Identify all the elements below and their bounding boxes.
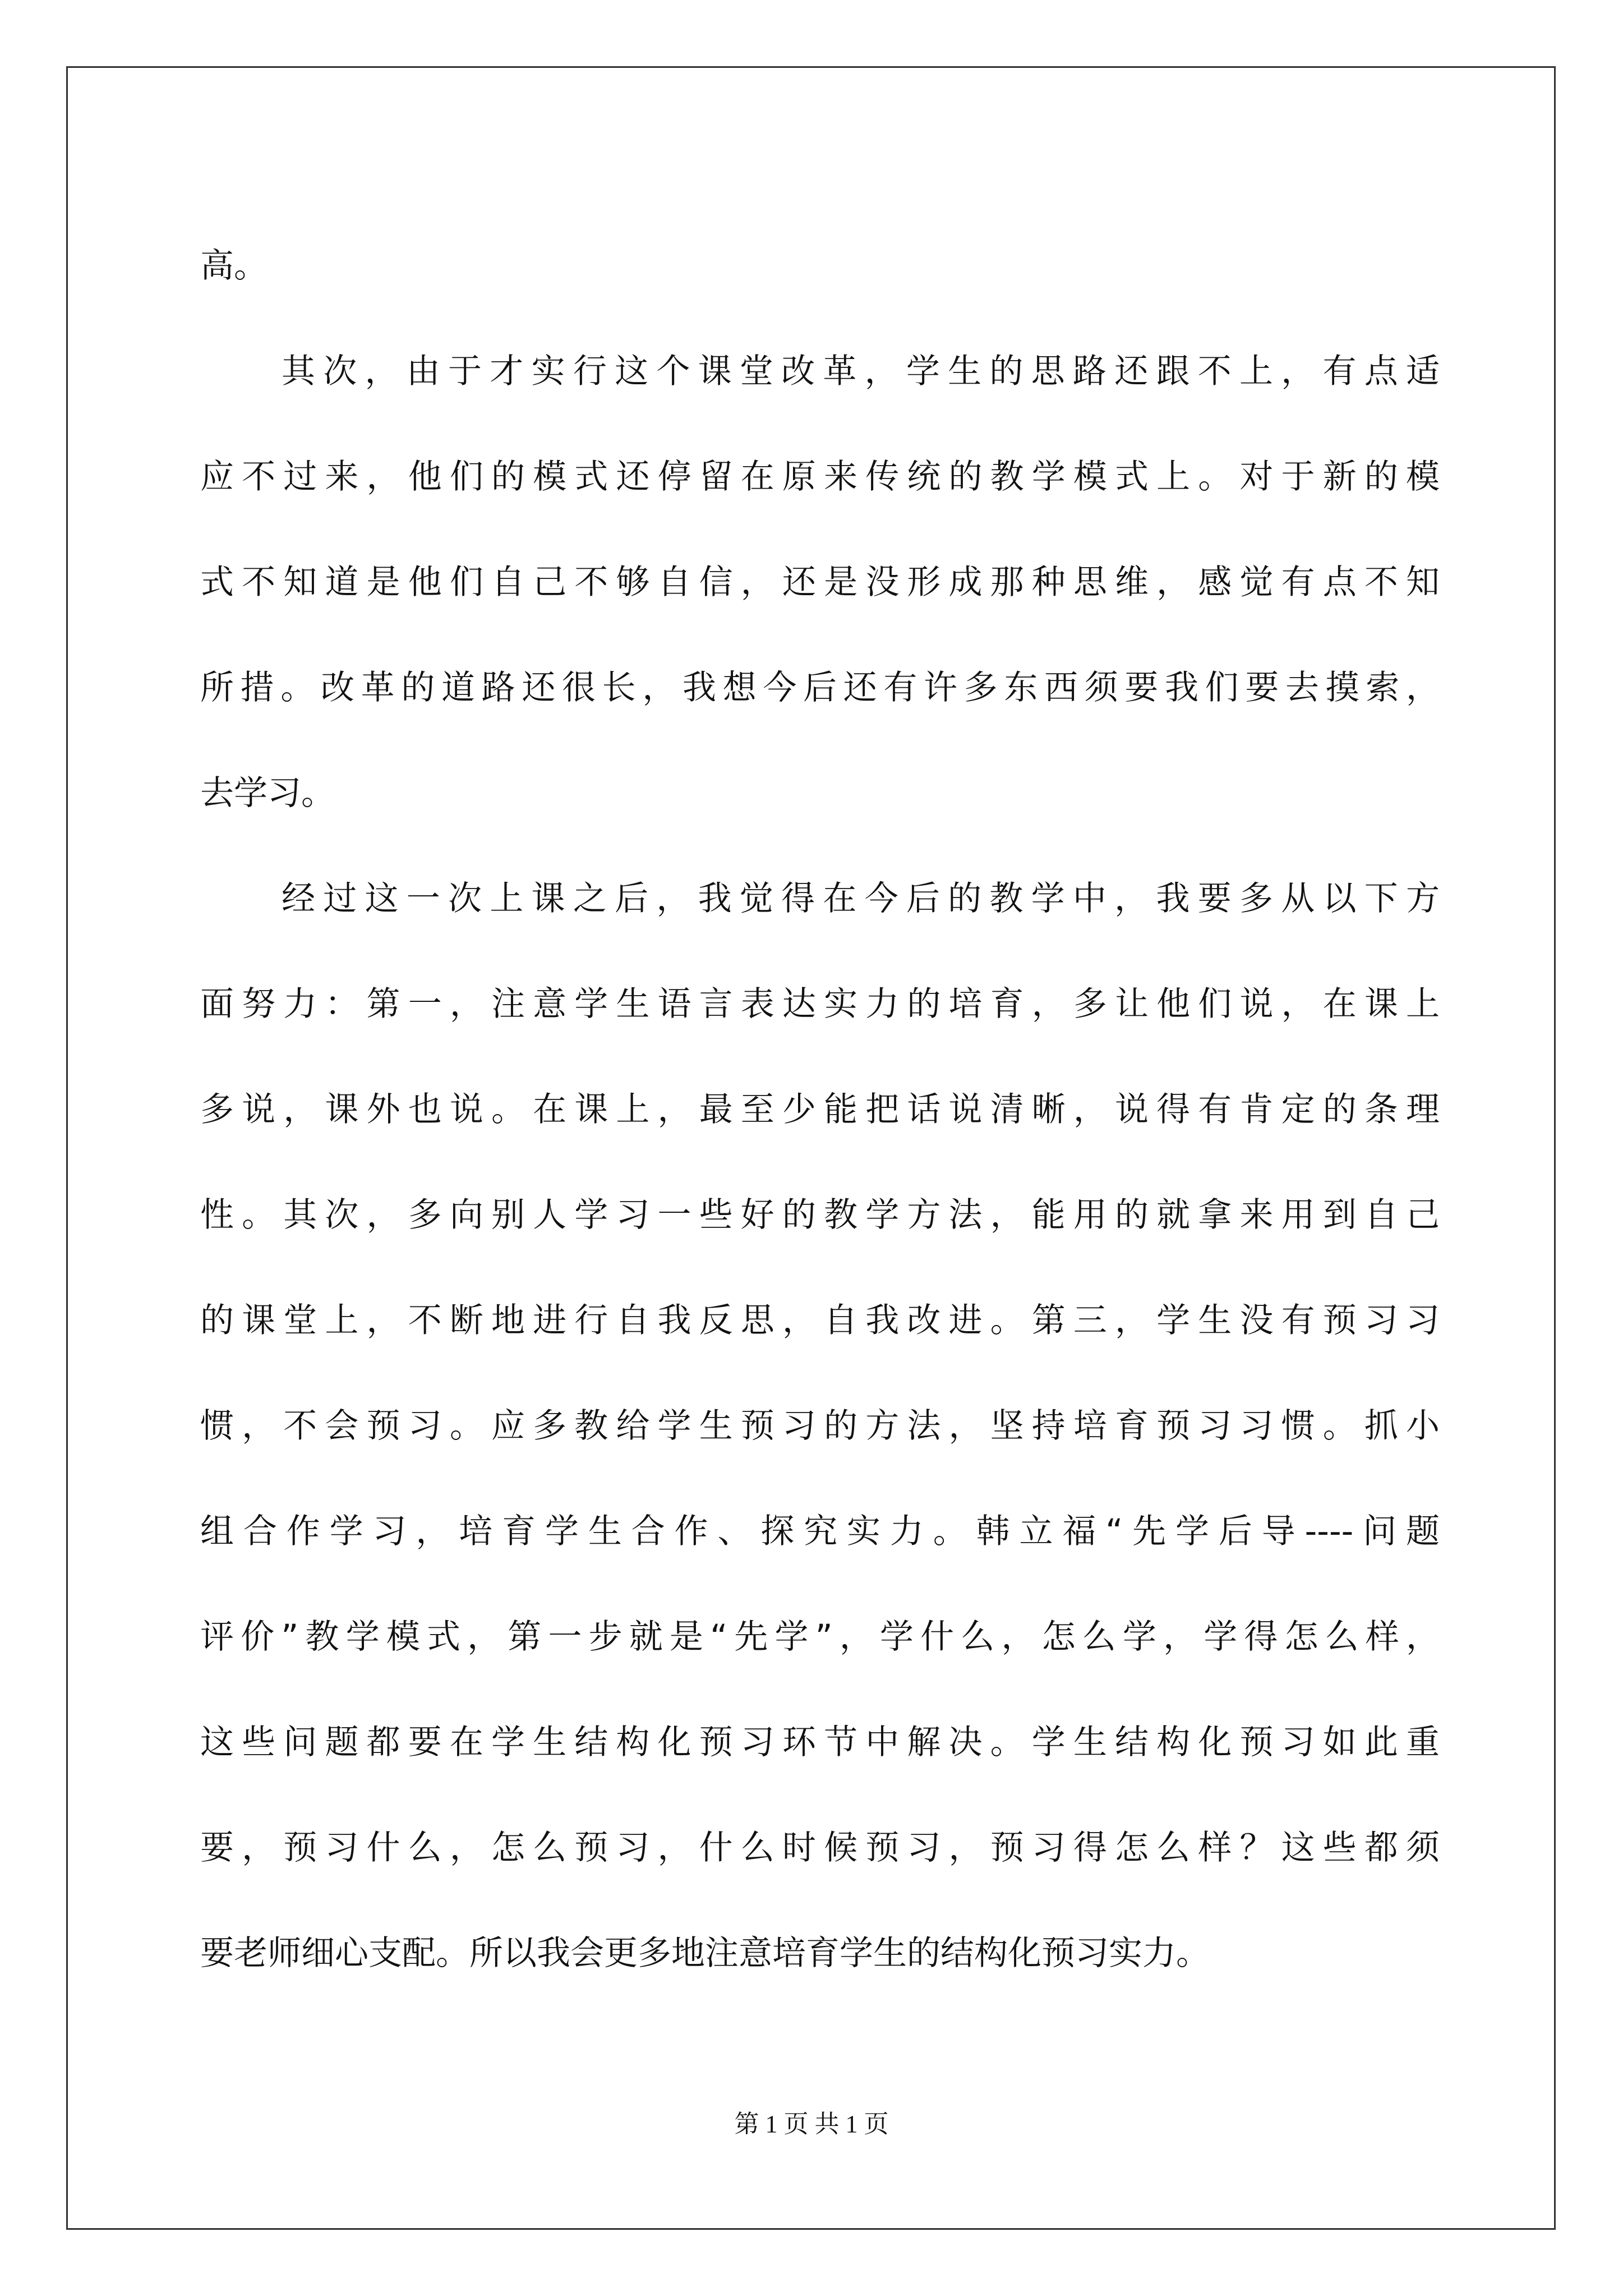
- text-line: 其次，由于才实行这个课堂改革，学生的思路还跟不上，有点适: [282, 352, 1440, 391]
- text-line: 评价”教学模式，第一步就是“先学”，学什么，怎么学，学得怎么样，: [200, 1617, 1440, 1657]
- text-line: 要，预习什么，怎么预习，什么时候预习，预习得怎么样？这些都须: [200, 1828, 1440, 1867]
- text-line: 多说，课外也说。在课上，最至少能把话说清晰，说得有肯定的条理: [200, 1090, 1440, 1129]
- text-line: 经过这一次上课之后，我觉得在今后的教学中，我要多从以下方: [282, 879, 1440, 918]
- text-line: 面努力：第一，注意学生语言表达实力的培育，多让他们说，在课上: [200, 984, 1440, 1024]
- text-line: 性。其次，多向别人学习一些好的教学方法，能用的就拿来用到自己: [200, 1195, 1440, 1235]
- page-footer: 第 1 页 共 1 页: [734, 2110, 889, 2138]
- text-line: 去学习。: [200, 774, 335, 813]
- text-line: 的课堂上，不断地进行自我反思，自我改进。第三，学生没有预习习: [200, 1301, 1440, 1340]
- text-line: 高。: [200, 246, 268, 286]
- text-line: 式不知道是他们自己不够自信，还是没形成那种思维，感觉有点不知: [200, 563, 1440, 602]
- text-line: 所措。改革的道路还很长，我想今后还有许多东西须要我们要去摸索，: [200, 668, 1440, 707]
- text-line: 应不过来，他们的模式还停留在原来传统的教学模式上。对于新的模: [200, 457, 1440, 496]
- text-line: 要老师细心支配。所以我会更多地注意培育学生的结构化预习实力。: [200, 1934, 1210, 1973]
- text-line: 组合作学习，培育学生合作、探究实力。韩立福“先学后导----问题: [200, 1512, 1440, 1551]
- document-body: [200, 213, 1440, 2006]
- text-line: 惯，不会预习。应多教给学生预习的方法，坚持培育预习习惯。抓小: [200, 1406, 1440, 1446]
- text-line: 这些问题都要在学生结构化预习环节中解决。学生结构化预习如此重: [200, 1723, 1440, 1762]
